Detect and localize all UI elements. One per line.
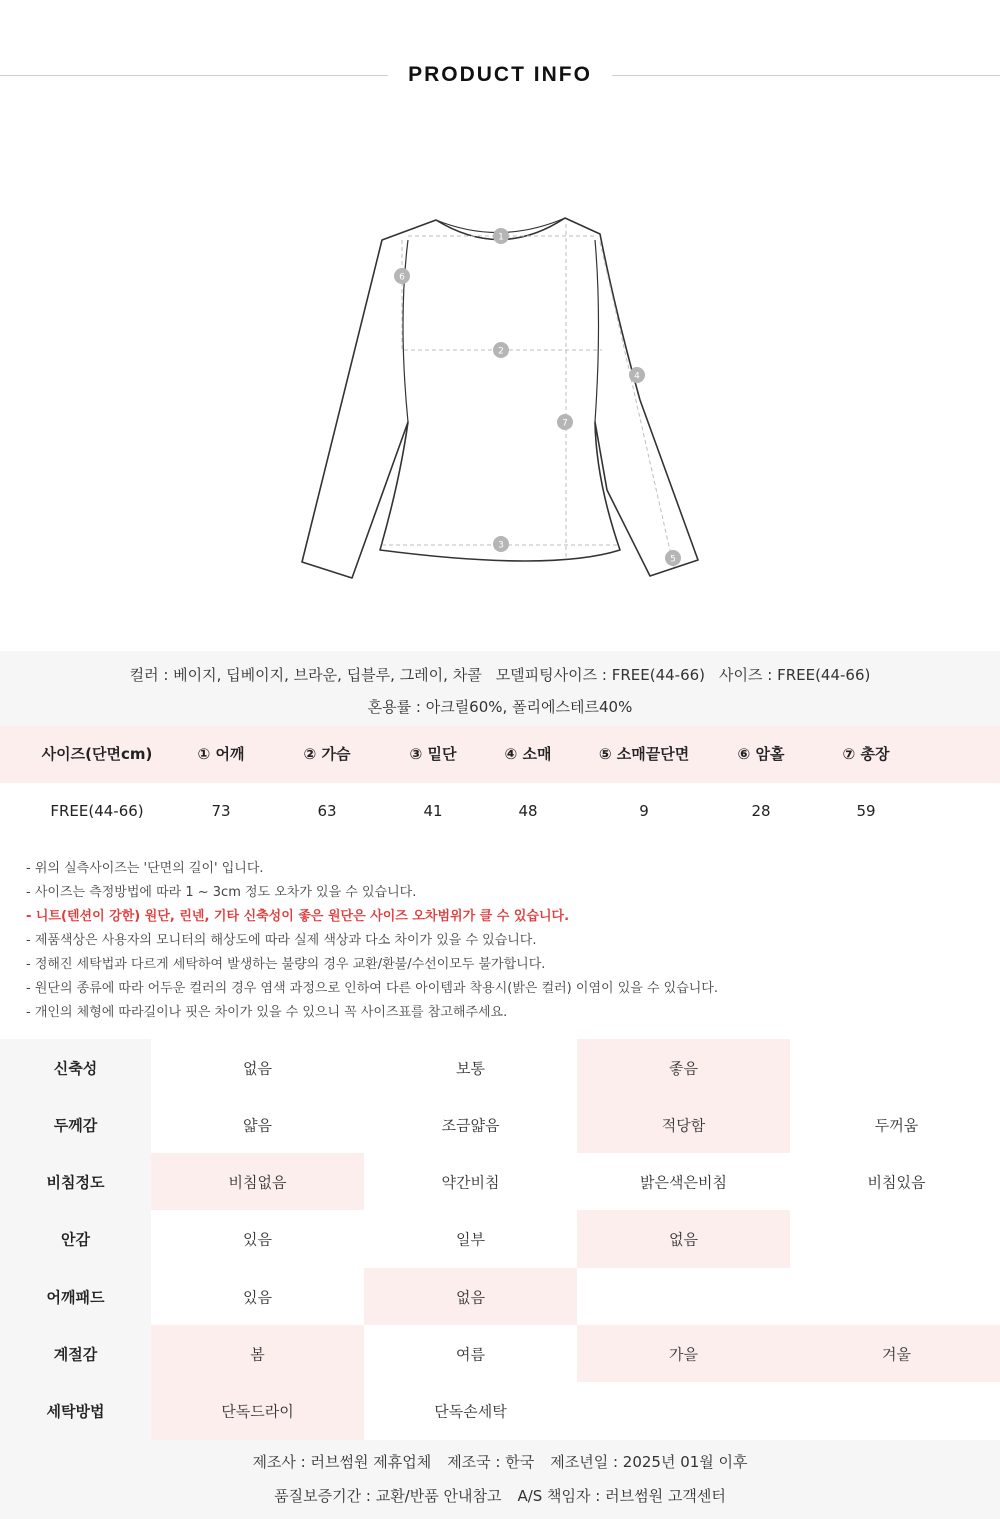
size-header-cell-3: ③ 밑단 <box>409 745 457 763</box>
attribute-option <box>790 1268 1000 1325</box>
attribute-row <box>0 1268 1000 1325</box>
material-composition: 혼용률 : 아크릴60%, 폴리에스테르40% <box>367 698 633 716</box>
attribute-option <box>790 1210 1000 1268</box>
attribute-row <box>0 1153 1000 1210</box>
page-title: PRODUCT INFO <box>408 63 592 86</box>
maker-line-1 <box>0 1451 1000 1472</box>
attribute-option <box>790 1382 1000 1440</box>
model-fitting-size: 모델피팅사이즈 : FREE(44-66) <box>495 666 706 684</box>
attribute-row <box>0 1039 1000 1096</box>
attribute-option: 여름 <box>456 1345 485 1363</box>
attribute-option-selected: 겨울 <box>790 1325 1000 1382</box>
divider-right <box>612 75 1000 76</box>
manufacture-date: 제조년일 : 2025년 01월 이후 <box>550 1453 748 1471</box>
attribute-label: 신축성 <box>0 1039 151 1096</box>
attribute-row <box>0 1325 1000 1382</box>
measure-marker-3 <box>493 536 509 552</box>
attribute-option: 약간비침 <box>441 1173 500 1191</box>
note-item: - 사이즈는 측정방법에 따라 1 ~ 3cm 정도 오차가 있을 수 있습니다. <box>26 885 417 900</box>
size-header-cell-6: ⑥ 암홀 <box>737 745 785 763</box>
quality-warranty: 품질보증기간 : 교환/반품 안내참고 <box>274 1487 502 1505</box>
attribute-option: 있음 <box>243 1230 272 1249</box>
attribute-option: 있음 <box>243 1288 272 1306</box>
attribute-option: 일부 <box>456 1230 485 1249</box>
attribute-option-selected: 없음 <box>577 1210 790 1268</box>
note-warning: - 니트(텐션이 강한) 원단, 린넨, 기타 신축성이 좋은 원단은 사이즈 오차범위가 클 수 있습니다. <box>26 909 570 924</box>
divider-left <box>0 75 388 76</box>
attribute-label: 비침정도 <box>0 1153 151 1210</box>
product-spec-summary <box>0 651 1000 726</box>
measure-marker-6 <box>394 268 410 284</box>
attribute-option: 없음 <box>243 1059 272 1077</box>
country-of-origin: 제조국 : 한국 <box>447 1453 535 1471</box>
attribute-label: 세탁방법 <box>0 1382 151 1440</box>
size-notes <box>26 857 986 1025</box>
svg-text:1: 1 <box>498 232 504 243</box>
color-options: 컬러 : 베이지, 딥베이지, 브라운, 딥블루, 그레이, 차콜 <box>129 666 482 684</box>
svg-text:5: 5 <box>670 554 676 565</box>
size-value-cell-4: 48 <box>518 802 538 820</box>
note-item: - 원단의 종류에 따라 어두운 컬러의 경우 염색 과정으로 인하여 다른 아이템과 착용시(밝은 컬러) 이염이 있을 수 있습니다. <box>26 981 719 996</box>
as-contact: A/S 책임자 : 러브썸원 고객센터 <box>517 1487 726 1505</box>
size-value-cell-3: 41 <box>423 802 443 820</box>
attribute-label: 어깨패드 <box>0 1268 151 1325</box>
note-item: - 위의 실측사이즈는 '단면의 길이' 입니다. <box>26 861 264 876</box>
maker-line-2 <box>0 1485 1000 1506</box>
attribute-option: 보통 <box>456 1059 485 1077</box>
garment-outline <box>302 218 698 578</box>
attribute-label: 안감 <box>0 1210 151 1268</box>
manufacturer-info <box>0 1440 1000 1519</box>
attribute-option <box>577 1268 790 1325</box>
attribute-option-selected: 단독드라이 <box>151 1382 364 1440</box>
attribute-label: 계절감 <box>0 1325 151 1382</box>
size-value-cell-0: FREE(44-66) <box>50 802 144 820</box>
attribute-label: 두께감 <box>0 1096 151 1153</box>
note-item: - 제품색상은 사용자의 모니터의 해상도에 따라 실제 색상과 다소 차이가 있을 수 있습니다. <box>26 933 537 948</box>
size-header-cell-7: ⑦ 총장 <box>842 745 890 763</box>
size-value-cell-7: 59 <box>856 802 876 820</box>
size-header-cell-4: ④ 소매 <box>504 745 552 763</box>
attribute-option: 단독손세탁 <box>434 1402 507 1421</box>
attribute-option: 밝은색은비침 <box>640 1173 727 1191</box>
manufacturer: 제조사 : 러브썸원 제휴업체 <box>252 1453 432 1471</box>
spec-line-1 <box>0 664 1000 685</box>
size-header-cell-2: ② 가슴 <box>303 745 351 763</box>
size-option: 사이즈 : FREE(44-66) <box>719 666 871 684</box>
svg-text:6: 6 <box>399 272 405 283</box>
product-info-header <box>0 55 1000 97</box>
svg-text:2: 2 <box>498 346 504 357</box>
measure-marker-5 <box>665 550 681 566</box>
svg-text:7: 7 <box>562 418 568 429</box>
note-item: - 정해진 세탁법과 다르게 세탁하여 발생하는 불량의 경우 교환/환불/수선이모두 불가합니다. <box>26 957 546 972</box>
note-item: - 개인의 체형에 따라길이나 핏은 차이가 있을 수 있으니 꼭 사이즈표를 참고해주세요. <box>26 1005 508 1020</box>
size-value-cell-1: 73 <box>211 802 231 820</box>
size-table-row <box>0 783 1000 840</box>
attribute-option: 두꺼움 <box>874 1116 919 1134</box>
attribute-option <box>790 1039 1000 1096</box>
attribute-option-selected: 좋음 <box>577 1039 790 1096</box>
attribute-option <box>577 1382 790 1440</box>
attribute-option-selected: 적당함 <box>577 1096 790 1153</box>
attribute-row <box>0 1382 1000 1440</box>
svg-text:3: 3 <box>498 540 504 551</box>
garment-measurement-diagram <box>290 200 710 595</box>
size-value-cell-5: 9 <box>639 802 649 820</box>
svg-text:4: 4 <box>634 371 640 382</box>
measure-marker-1 <box>493 228 509 244</box>
size-table-header <box>0 726 1000 783</box>
attribute-row <box>0 1096 1000 1153</box>
attribute-option-selected: 봄 <box>151 1325 364 1382</box>
measure-marker-7 <box>557 414 573 430</box>
size-value-cell-2: 63 <box>317 802 337 820</box>
measure-marker-2 <box>493 342 509 358</box>
attribute-option: 얇음 <box>243 1116 272 1134</box>
size-header-cell-0: 사이즈(단면cm) <box>41 745 153 763</box>
size-header-cell-1: ① 어깨 <box>197 745 245 763</box>
attribute-option: 비침있음 <box>867 1173 926 1191</box>
attribute-option-selected: 가을 <box>577 1325 790 1382</box>
attribute-option: 조금얇음 <box>441 1116 500 1134</box>
size-value-cell-6: 28 <box>751 802 771 820</box>
measure-marker-4 <box>629 367 645 383</box>
attribute-option-selected: 비침없음 <box>151 1153 364 1210</box>
size-header-cell-5: ⑤ 소매끝단면 <box>598 745 690 763</box>
attribute-row <box>0 1210 1000 1268</box>
attribute-option-selected: 없음 <box>364 1268 577 1325</box>
